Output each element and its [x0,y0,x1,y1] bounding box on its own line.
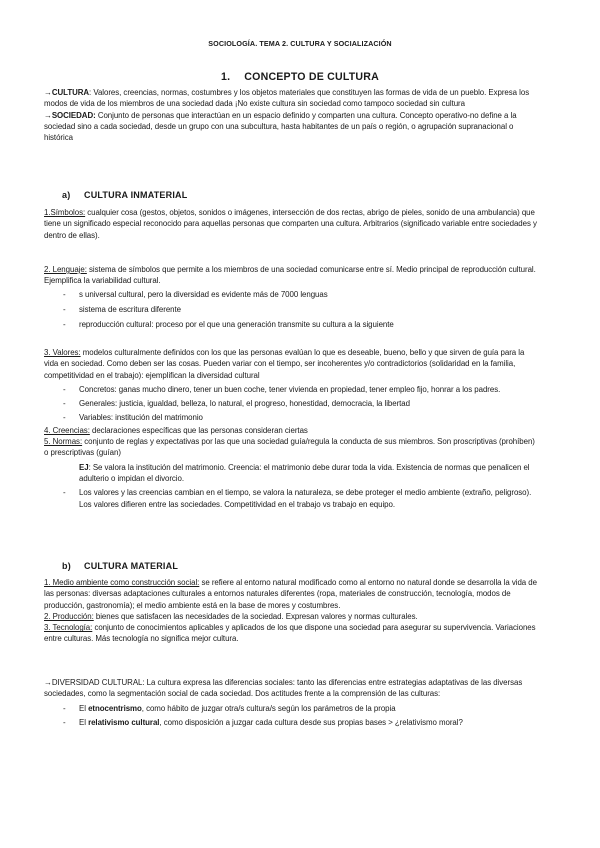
produccion-paragraph [44,611,540,622]
material-block [44,577,540,645]
valores-list [44,384,540,424]
list-item: - Variables: institución del matrimonio [44,412,540,423]
subsection-a-title: CULTURA INMATERIAL [84,190,188,200]
relativismo-prefix: El [79,717,89,727]
lenguaje-text: sistema de símbolos que permite a los miembros de una sociedad comunicarse entre sí. Medio principal de reproducción cultural. Ejemplifica la variabilidad cultural. [44,265,536,286]
section-number: 1. [221,71,231,83]
list-item: - reproducción cultural: proceso por el que una generación transmite su cultura a la siguiente [44,319,540,330]
relativismo-text: , como disposición a juzgar cada cultura desde sus propias bases > ¿relativismo moral? [159,717,463,727]
valores-text: modelos culturalmente definidos con los que las personas evalúan lo que es deseable, bueno, bello y que sirven de guía para la vida en sociedad. Como deben ser las cosas. Pueden variar con el tiempo, ser incoherentes y/o contradictorios (solidaridad en la familia, competitividad en el trabajo): ejemplifican la diversidad cultural [44,348,525,380]
list-item [44,717,540,728]
tecnologia-text: conjunto de conocimientos aplicables y aplicados de los que dispone una sociedad para asegurar su supervivencia. Variaciones entre culturas. Más tecnología no significa mejor cultura. [44,623,536,644]
simbolos-paragraph [44,207,540,241]
subsection-a-letter: a) [62,190,71,200]
lenguaje-list [44,289,540,331]
section-title [0,72,600,83]
list-item: - Los valores y las creencias cambian en el tiempo, se valora la naturaleza, se debe proteger el medio ambiente (extraño, peligroso). Los valores difieren entre las sociedades. Competitividad en el trabajo vs trabajo en equipo. [44,487,540,510]
section-title-text: CONCEPTO DE CULTURA [244,71,379,83]
valores-block [44,347,540,510]
ej-label: EJ [79,462,89,472]
sociedad-definition [44,110,540,144]
lenguaje-paragraph [44,264,540,287]
normas-paragraph [44,436,540,459]
cultura-text: : Valores, creencias, normas, costumbres y los objetos materiales que constituyen las formas de vida de un pueblo. Expresa los modos de vida de los miembros de una sociedad dada ¡No existe cultura sin sociedad como tampoco sociedad sin cultura [44,88,530,109]
simbolos-block [44,207,540,241]
simbolos-text: cualquier cosa (gestos, objetos, sonidos o imágenes, intersección de dos rectas, abrigo de pieles, sonido de una ambulancia) que tiene un significado especial reconocido para aquellas personas que comparten una cultura. Arbitrarios (significado variable entre sociedades y dentro de ellas). [44,208,537,240]
subsection-b-title: CULTURA MATERIAL [84,561,179,571]
list-item: - Generales: justicia, igualdad, belleza, lo natural, el progreso, honestidad, democracia, la libertad [44,398,540,409]
cultura-definition [44,87,540,110]
document-header: SOCIOLOGÍA. TEMA 2. CULTURA Y SOCIALIZACIÓN [208,39,392,48]
medio-text: se refiere al entorno natural modificado como al entorno no natural donde se desarrolla la vida de las personas: diversas adaptaciones culturales a entornos naturales diferentes (ropa, materiales de construcción, tecnología, modos de producción, gastronomía); el medio ambiente está en la base de mores y costumbres. [44,578,537,610]
lenguaje-label: 2. Lenguaje: [44,265,87,274]
ej-text: : Se valora la institución del matrimonio. Creencia: el matrimonio debe durar toda la vida. Existencia de normas que penalicen el adulterio o impidan el divorcio. [79,462,530,483]
etnocentrismo-term: etnocentrismo [88,703,142,713]
diversidad-paragraph: →DIVERSIDAD CULTURAL: La cultura expresa las diferencias sociales: tanto las diferencias entre estrategias adaptativas de las diversas sociedades, como la segmentación social de cada sociedad. Dos actitudes frente a la comprensión de las culturas: [44,678,523,699]
etnocentrismo-text: , como hábito de juzgar otra/s cultura/s según los parámetros de la propia [141,703,396,713]
list-item: - Concretos: ganas mucho dinero, tener un buen coche, tener vivienda en propiedad, tener empleo fijo, honrar a los padres. [44,384,540,395]
relativismo-term: relativismo cultural [88,717,160,727]
intro-block [44,87,540,143]
normas-list [44,487,540,510]
cultura-term: →CULTURA [44,88,90,97]
subsection-a-heading [62,190,187,201]
sociedad-term: →SOCIEDAD: [44,110,96,120]
tecnologia-paragraph [44,622,540,645]
medio-paragraph [44,577,540,611]
sociedad-text: Conjunto de personas que interactúan en un espacio definido y comparten una cultura. Concepto operativo-no define a la sociedad sino a cada sociedad, desde un grupo con una subcultura, hasta habitantes de un país o región, o agrupación supranacional o histórica [44,110,517,143]
subsection-b-letter: b) [62,561,71,571]
produccion-label: 2. Producción: [44,611,94,621]
diversidad-block [44,677,540,728]
valores-paragraph [44,347,540,381]
produccion-text: bienes que satisfacen las necesidades de la sociedad. Expresan valores y normas culturales. [93,611,418,621]
creencias-label: 4. Creencias: [44,425,90,435]
list-item [44,703,540,714]
normas-label: 5. Normas: [44,437,83,447]
list-item: - sistema de escritura diferente [44,304,540,315]
creencias-paragraph [44,425,540,436]
simbolos-label: 1.Símbolos: [44,208,86,217]
normas-text: conjunto de reglas y expectativas por las que una sociedad guía/regula la conducta de sus miembros. Son proscriptivas (prohíben) o prescriptivas (guían) [44,437,535,458]
list-item: - s universal cultural, pero la diversidad es evidente más de 7000 lenguas [44,289,540,300]
lenguaje-block [44,264,540,330]
medio-label: 1. Medio ambiente como construcción social: [44,578,200,587]
creencias-text: declaraciones específicas que las personas consideran ciertas [89,425,308,435]
etnocentrismo-prefix: El [79,703,89,713]
diversidad-list [44,703,540,729]
subsection-b-heading [62,561,178,572]
valores-label: 3. Valores: [44,348,81,357]
ej-paragraph [44,462,540,485]
tecnologia-label: 3. Tecnología: [44,623,93,633]
